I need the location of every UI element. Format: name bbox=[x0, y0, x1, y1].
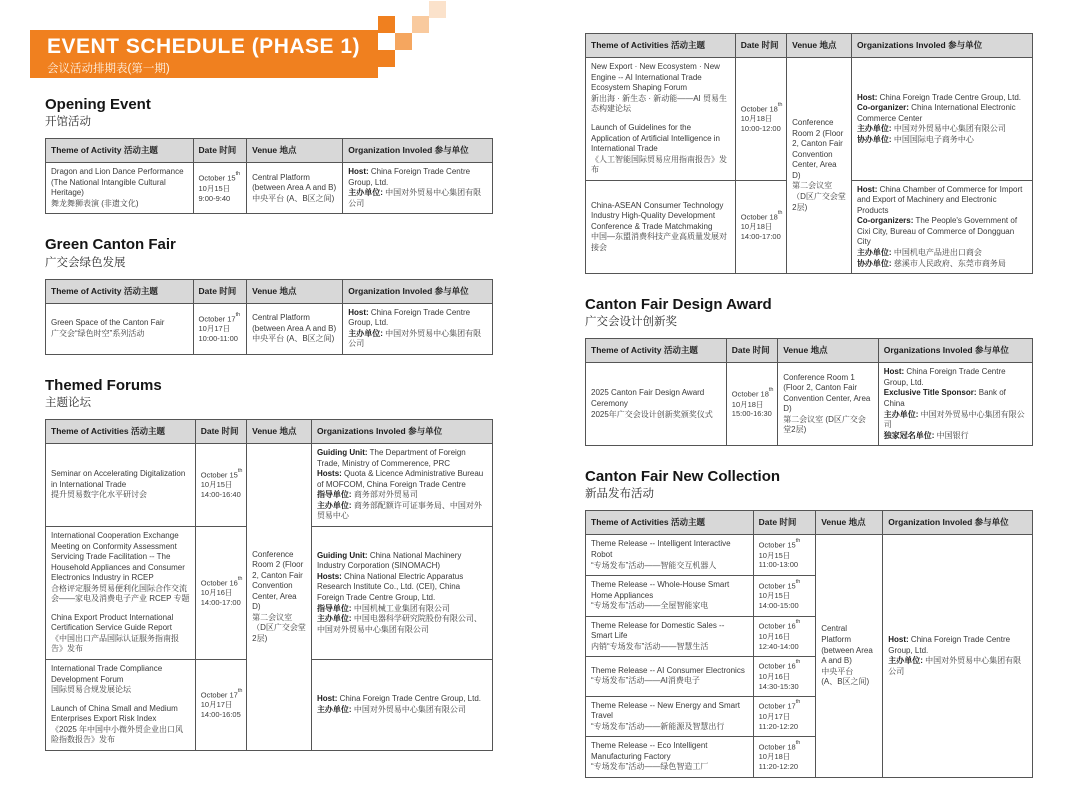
column-header: Organization Involed 参与单位 bbox=[883, 511, 1033, 535]
section-title: Themed Forums bbox=[45, 376, 162, 394]
section-themed-forums bbox=[45, 377, 493, 751]
date-cell: October 15th 10月15日 11:00-13:00 bbox=[753, 535, 816, 576]
table-row bbox=[46, 303, 493, 354]
themed-forums-continued-table-slot bbox=[585, 33, 1033, 274]
column-header: Venue 地点 bbox=[787, 34, 852, 58]
section-title-cn: 广交会绿色发展 bbox=[45, 256, 126, 269]
banner-subtitle: 会议活动排期表(第一期) bbox=[47, 63, 170, 76]
column-header: Theme of Activities 活动主题 bbox=[586, 511, 754, 535]
org-cell: Host: China Foreign Trade Centre Group, Ltd. Exclusive Title Sponsor: Bank of China 主办单位: 中国对外贸易中心集团有限公司 独家冠名单位: 中国银行 bbox=[878, 363, 1032, 446]
table-header-row bbox=[586, 339, 1033, 363]
column-header: Theme of Activity 活动主题 bbox=[46, 279, 194, 303]
date-cell: October 15th 10月15日 9:00-9:40 bbox=[193, 163, 247, 214]
org-cell: Host: China Foreign Trade Centre Group, Ltd. 主办单位: 中国对外贸易中心集团有限公司 bbox=[883, 535, 1033, 777]
theme-cell: 2025 Canton Fair Design Award Ceremony 2025年广交会设计创新奖颁奖仪式 bbox=[586, 363, 727, 446]
schedule-table-green-canton-fair bbox=[45, 279, 493, 355]
section-title-cn: 主题论坛 bbox=[45, 397, 91, 410]
date-cell: October 16th 10月16日 12:40-14:00 bbox=[753, 616, 816, 657]
right-column bbox=[585, 33, 1033, 800]
banner-decor-square bbox=[395, 33, 412, 50]
date-cell: October 17th 10月17日 10:00-11:00 bbox=[193, 303, 247, 354]
theme-cell: Theme Release -- Eco Intelligent Manufacturing Factory “专场发布”活动——绿色智造工厂 bbox=[586, 737, 754, 778]
theme-cell: Theme Release -- Whole-House Smart Home Appliances “专场发布”活动——全屋智能家电 bbox=[586, 576, 754, 617]
table-row bbox=[586, 363, 1033, 446]
theme-cell: New Export · New Ecosystem · New Engine -- AI International Trade Ecosystem Shaping Forum 新出海 · 新生态 · 新动能——AI 贸易生态构建论坛 Launch of Guidelines for the Application of Artificial Intelligence in International Trade 《人工智能国际贸易应用指南报告》发布 bbox=[586, 58, 736, 180]
section-title: Canton Fair Design Award bbox=[585, 296, 772, 314]
page-banner bbox=[30, 30, 378, 78]
banner-decor-square bbox=[378, 50, 395, 67]
banner-decor-square bbox=[429, 1, 446, 18]
schedule-table-opening-event bbox=[45, 138, 493, 214]
section-design-award bbox=[585, 296, 1033, 446]
banner-decor-square bbox=[412, 16, 429, 33]
venue-cell: Conference Room 2 (Floor 2, Canton Fair Convention Center, Area D) 第二会议室 （D区广交会堂 2层) bbox=[787, 58, 852, 274]
date-cell: October 15th 10月15日 14:00-15:00 bbox=[753, 576, 816, 617]
theme-cell: Theme Release -- AI Consumer Electronics “专场发布”活动——AI消费电子 bbox=[586, 657, 754, 696]
date-cell: October 17th 10月17日 14:00-16:05 bbox=[195, 660, 246, 751]
date-cell: October 17th 10月17日 11:20-12:20 bbox=[753, 696, 816, 737]
column-header: Theme of Activity 活动主题 bbox=[586, 339, 727, 363]
theme-cell: Dragon and Lion Dance Performance (The National Intangible Cultural Heritage) 舞龙舞狮表演 (非遗文化) bbox=[46, 163, 194, 214]
column-header: Venue 地点 bbox=[247, 139, 343, 163]
banner-decor-square bbox=[378, 16, 395, 33]
schedule-table-design-award bbox=[585, 338, 1033, 446]
venue-cell: Conference Room 1 (Floor 2, Canton Fair Convention Center, Area D) 第二会议室 (D区广交会堂2层) bbox=[778, 363, 879, 446]
date-cell: October 18th 10月18日 14:00-17:00 bbox=[735, 180, 786, 273]
column-header: Date 时间 bbox=[193, 139, 247, 163]
table-header-row bbox=[586, 34, 1033, 58]
column-header: Theme of Activities 活动主题 bbox=[586, 34, 736, 58]
org-cell: Guiding Unit: The Department of Foreign Trade, Ministry of Commerence, PRC Hosts: Quota & Licence Administrative Bureau of MOFCOM, China Foreign Trade Centre 指导单位: 商务部对外贸易司 主办单位: 商务部配额许可证事务局、中国对外贸易中心 bbox=[311, 444, 492, 527]
section-opening-event bbox=[45, 96, 493, 214]
theme-cell: Theme Release -- New Energy and Smart Travel “专场发布”活动——新能源及智慧出行 bbox=[586, 696, 754, 737]
date-cell: October 18th 10月18日 11:20-12:20 bbox=[753, 737, 816, 778]
column-header: Date 时间 bbox=[726, 339, 777, 363]
schedule-table-themed-forums bbox=[45, 419, 493, 751]
themed-forums-table-slot bbox=[45, 419, 493, 751]
org-cell: Host: China Foreign Trade Centre Group, Ltd. 主办单位: 中国对外贸易中心集团有限公司 bbox=[343, 303, 493, 354]
table-row bbox=[46, 163, 493, 214]
theme-cell: Seminar on Accelerating Digitalization in International Trade 提升贸易数字化水平研讨会 bbox=[46, 444, 196, 527]
org-cell: Host: China Foreign Trade Centre Group, Ltd. Co-organizer: China International Electronic Commerce Center 主办单位: 中国对外贸易中心集团有限公司 协办单位: 中国国际电子商务中心 bbox=[851, 58, 1032, 180]
section-title-cn: 新品发布活动 bbox=[585, 488, 654, 501]
column-header: Venue 地点 bbox=[778, 339, 879, 363]
table-row bbox=[46, 444, 493, 527]
left-column bbox=[45, 96, 493, 773]
venue-cell: Central Platform (between Area A and B) 中央平台 (A、B区之间) bbox=[816, 535, 883, 777]
column-header: Date 时间 bbox=[735, 34, 786, 58]
theme-cell: International Trade Compliance Development Forum 国际贸易合规发展论坛 Launch of China Small and Medium Enterprises Export Risk Index 《2025 年中国中小微外贸企业出口风险指数报告》发布 bbox=[46, 660, 196, 751]
section-themed-forums-continued bbox=[585, 33, 1033, 274]
table-row bbox=[586, 58, 1033, 180]
column-header: Theme of Activities 活动主题 bbox=[46, 419, 196, 443]
schedule-table-themed-forums-continued bbox=[585, 33, 1033, 274]
org-cell: Host: China Chamber of Commerce for Import and Export of Machinery and Electronic Products Co-organizers: The People's Government of Cixi City, Bureau of Commerce of Dongguan City 主办单位: 中国机电产品进出口商会 协办单位: 慈溪市人民政府、东莞市商务局 bbox=[851, 180, 1032, 273]
date-cell: October 15th 10月15日 14:00-16:40 bbox=[195, 444, 246, 527]
green-canton-fair-table-slot bbox=[45, 279, 493, 355]
date-cell: October 16th 10月16日 14:30-15:30 bbox=[753, 657, 816, 696]
column-header: Venue 地点 bbox=[247, 279, 343, 303]
section-new-collection bbox=[585, 468, 1033, 778]
column-header: Organization Involed 参与单位 bbox=[343, 279, 493, 303]
venue-cell: Central Platform (between Area A and B) 中央平台 (A、B区之间) bbox=[247, 163, 343, 214]
venue-cell: Conference Room 2 (Floor 2, Canton Fair Convention Center, Area D) 第二会议室 （D区广交会堂 2层) bbox=[247, 444, 312, 751]
table-header-row bbox=[586, 511, 1033, 535]
table-row bbox=[586, 535, 1033, 576]
column-header: Date 时间 bbox=[195, 419, 246, 443]
column-header: Date 时间 bbox=[753, 511, 816, 535]
opening-event-table-slot bbox=[45, 138, 493, 214]
column-header: Organizations Involed 参与单位 bbox=[878, 339, 1032, 363]
table-header-row bbox=[46, 279, 493, 303]
org-cell: Guiding Unit: China National Machinery Industry Corporation (SINOMACH) Hosts: China National Electric Apparatus Research Institute Co., Ltd. (CEI), China Foreign Trade Centre Group, Ltd. 指导单位: 中国机械工业集团有限公司 主办单位: 中国电器科学研究院股份有限公司、中国对外贸易中心集团有限公司 bbox=[311, 527, 492, 660]
section-title: Canton Fair New Collection bbox=[585, 468, 781, 486]
column-header: Organizations Involed 参与单位 bbox=[311, 419, 492, 443]
date-cell: October 18th 10月18日 15:00-16:30 bbox=[726, 363, 777, 446]
column-header: Venue 地点 bbox=[816, 511, 883, 535]
theme-cell: Green Space of the Canton Fair 广交会“绿色时空”系列活动 bbox=[46, 303, 194, 354]
table-header-row bbox=[46, 139, 493, 163]
org-cell: Host: China Foreign Trade Centre Group, Ltd. 主办单位: 中国对外贸易中心集团有限公司 bbox=[311, 660, 492, 751]
column-header: Theme of Activity 活动主题 bbox=[46, 139, 194, 163]
section-title-cn: 广交会设计创新奖 bbox=[585, 316, 677, 329]
column-header: Date 时间 bbox=[193, 279, 247, 303]
table-header-row bbox=[46, 419, 493, 443]
date-cell: October 16th 10月16日 14:00-17:00 bbox=[195, 527, 246, 660]
theme-cell: Theme Release -- Intelligent Interactive Robot “专场发布”活动——智能交互机器人 bbox=[586, 535, 754, 576]
venue-cell: Central Platform (between Area A and B) 中央平台 (A、B区之间) bbox=[247, 303, 343, 354]
column-header: Organization Involed 参与单位 bbox=[343, 139, 493, 163]
section-title-cn: 开馆活动 bbox=[45, 116, 91, 129]
section-green-canton-fair bbox=[45, 236, 493, 354]
column-header: Venue 地点 bbox=[247, 419, 312, 443]
section-title: Green Canton Fair bbox=[45, 236, 176, 254]
column-header: Organizations Involed 参与单位 bbox=[851, 34, 1032, 58]
new-collection-table-slot bbox=[585, 510, 1033, 778]
schedule-table-new-collection bbox=[585, 510, 1033, 778]
banner-title: EVENT SCHEDULE (PHASE 1) bbox=[47, 35, 361, 58]
theme-cell: Theme Release for Domestic Sales -- Smart Life 内销“专场发布”活动——智慧生活 bbox=[586, 616, 754, 657]
theme-cell: China-ASEAN Consumer Technology Industry High-Quality Development Conference & Trade Matchmaking 中国—东盟消费科技产业高质量发展对接会 bbox=[586, 180, 736, 273]
date-cell: October 18th 10月18日 10:00-12:00 bbox=[735, 58, 786, 180]
org-cell: Host: China Foreign Trade Centre Group, Ltd. 主办单位: 中国对外贸易中心集团有限公司 bbox=[343, 163, 493, 214]
section-title: Opening Event bbox=[45, 96, 151, 113]
design-award-table-slot bbox=[585, 338, 1033, 446]
theme-cell: International Cooperation Exchange Meeting on Conformity Assessment Servicing Trade Facilitation -- The Household Appliances and Consumer Electronics Industry in RCEP 合格评定服务贸易便利化国际合作交流会——家电及消费电子产业 RCEP 专题 China Export Product International Certification Service Guide Report 《中国出口产品国际认证服务指南报告》发布 bbox=[46, 527, 196, 660]
